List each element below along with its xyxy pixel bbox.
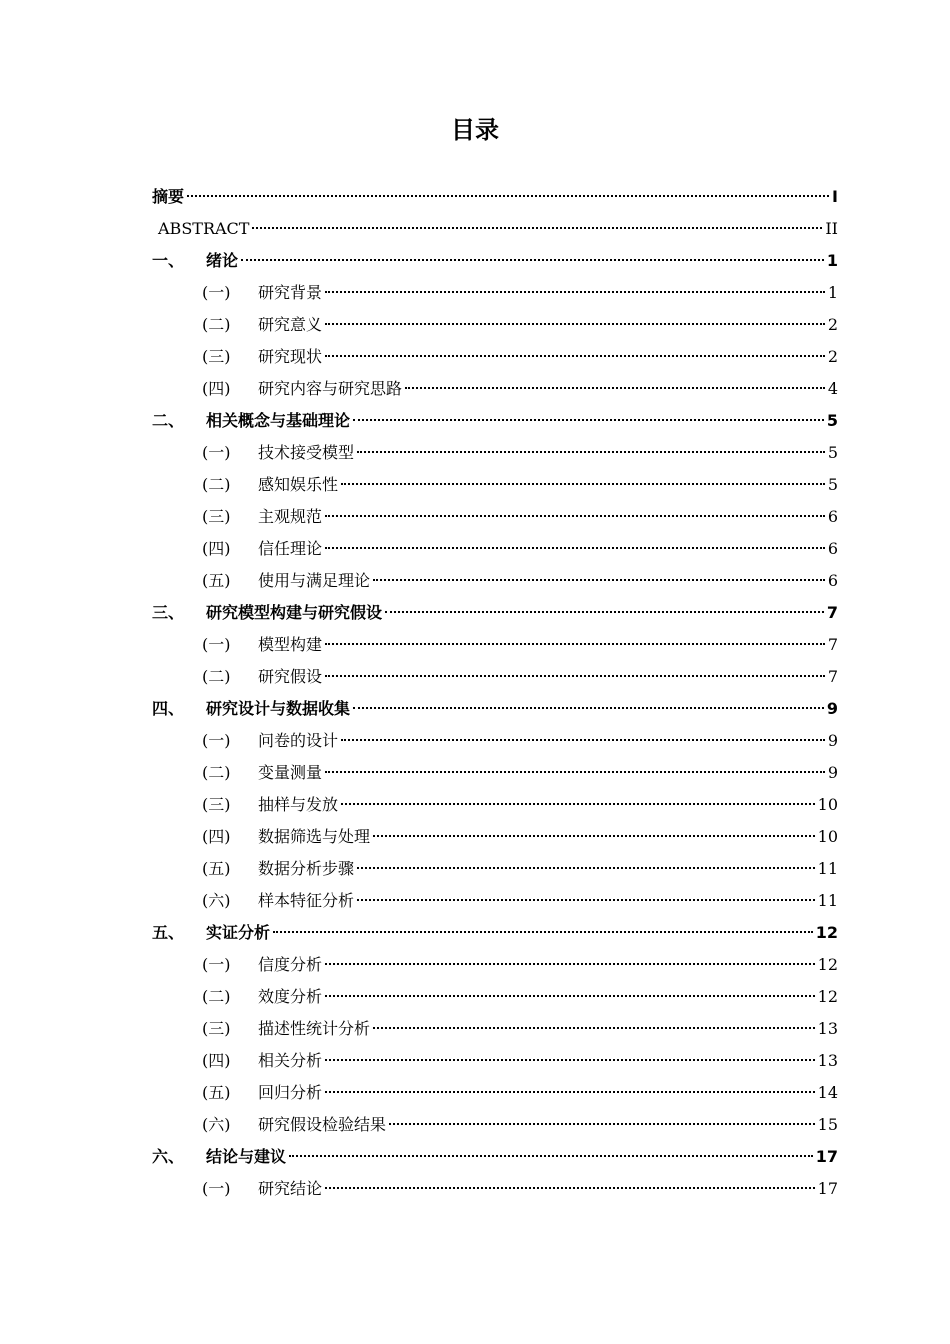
toc-entry-page-number: 6 <box>827 507 838 526</box>
dot-leader <box>373 835 815 837</box>
toc-entry-page-number: 2 <box>827 315 838 334</box>
toc-entry-label: 数据分析步骤 <box>258 859 355 878</box>
toc-entry-page-number: 17 <box>817 1179 838 1198</box>
toc-entry-page-number: 17 <box>815 1147 838 1166</box>
toc-entry-section[interactable] <box>152 1045 838 1077</box>
toc-entry-number: (二) <box>202 475 231 494</box>
toc-entry-chapter[interactable] <box>152 181 838 213</box>
toc-entry-label: 研究假设检验结果 <box>258 1115 387 1134</box>
toc-entry-label: 实证分析 <box>206 923 271 942</box>
dot-leader <box>389 1123 815 1125</box>
toc-entry-label: 信任理论 <box>258 539 323 558</box>
toc-entry-chapter[interactable] <box>152 917 838 949</box>
toc-entry-section[interactable] <box>152 1077 838 1109</box>
toc-entry-number: 六、 <box>152 1147 185 1166</box>
toc-entry-section[interactable] <box>152 501 838 533</box>
toc-entry-number: 二、 <box>152 411 185 430</box>
toc-entry-page-number: 2 <box>827 347 838 366</box>
toc-entry-section[interactable] <box>152 629 838 661</box>
toc-entry-number: (二) <box>202 315 231 334</box>
toc-entry-chapter[interactable] <box>152 213 838 245</box>
toc-entry-page-number: 1 <box>827 283 838 302</box>
toc-entry-label: 相关分析 <box>258 1051 323 1070</box>
dot-leader <box>273 931 813 933</box>
toc-entry-section[interactable] <box>152 309 838 341</box>
toc-entry-number: (二) <box>202 987 231 1006</box>
toc-entry-page-number: 11 <box>817 859 838 878</box>
toc-entry-label: 摘要 <box>152 187 185 206</box>
dot-leader <box>373 579 825 581</box>
toc-entry-page-number: 12 <box>817 987 838 1006</box>
toc-entry-label: 模型构建 <box>258 635 323 654</box>
toc-entry-label: 技术接受模型 <box>258 443 355 462</box>
toc-entry-label: 变量测量 <box>258 763 323 782</box>
toc-entry-page-number: 13 <box>817 1019 838 1038</box>
toc-entry-number: (一) <box>202 635 231 654</box>
toc-entry-label: 研究内容与研究思路 <box>258 379 403 398</box>
dot-leader <box>325 355 825 357</box>
dot-leader <box>325 963 815 965</box>
dot-leader <box>373 1027 815 1029</box>
toc-entry-number: 五、 <box>152 923 185 942</box>
toc-entry-label: 问卷的设计 <box>258 731 339 750</box>
toc-entry-number: (一) <box>202 443 231 462</box>
toc-entry-label: 样本特征分析 <box>258 891 355 910</box>
toc-entry-number: (五) <box>202 859 231 878</box>
toc-entry-label: 研究设计与数据收集 <box>206 699 351 718</box>
dot-leader <box>325 643 825 645</box>
toc-entry-label: 主观规范 <box>258 507 323 526</box>
toc-entry-section[interactable] <box>152 437 838 469</box>
toc-entry-page-number: II <box>825 219 838 238</box>
toc-entry-label: 描述性统计分析 <box>258 1019 371 1038</box>
toc-entry-page-number: 10 <box>817 795 838 814</box>
toc-entry-section[interactable] <box>152 821 838 853</box>
toc-entry-label: ABSTRACT <box>158 219 250 238</box>
toc-entry-number: (三) <box>202 795 231 814</box>
toc-entry-section[interactable] <box>152 1173 838 1205</box>
dot-leader <box>325 291 825 293</box>
toc-entry-label: 效度分析 <box>258 987 323 1006</box>
toc-entry-page-number: 12 <box>817 955 838 974</box>
toc-entry-page-number: 7 <box>827 635 838 654</box>
toc-entry-section[interactable] <box>152 1013 838 1045</box>
toc-entry-number: (三) <box>202 347 231 366</box>
toc-entry-section[interactable] <box>152 277 838 309</box>
toc-entry-number: (四) <box>202 379 231 398</box>
toc-entry-label: 研究结论 <box>258 1179 323 1198</box>
toc-entry-page-number: 9 <box>826 699 838 718</box>
toc-entry-page-number: 15 <box>817 1115 838 1134</box>
toc-entry-label: 研究现状 <box>258 347 323 366</box>
toc-entry-number: (二) <box>202 763 231 782</box>
toc-entry-number: (五) <box>202 571 231 590</box>
dot-leader <box>325 1059 815 1061</box>
toc-entry-section[interactable] <box>152 757 838 789</box>
dot-leader <box>353 419 824 421</box>
toc-entry-section[interactable] <box>152 949 838 981</box>
toc-entry-number: (五) <box>202 1083 231 1102</box>
toc-entry-section[interactable] <box>152 885 838 917</box>
toc-entry-label: 研究背景 <box>258 283 323 302</box>
dot-leader <box>325 675 825 677</box>
toc-entry-page-number: 5 <box>827 443 838 462</box>
toc-entry-label: 信度分析 <box>258 955 323 974</box>
toc-entry-chapter[interactable] <box>152 693 838 725</box>
toc-entry-label: 抽样与发放 <box>258 795 339 814</box>
dot-leader <box>341 483 825 485</box>
toc-entry-number: (四) <box>202 539 231 558</box>
toc-entry-chapter[interactable] <box>152 1141 838 1173</box>
toc-entry-number: (四) <box>202 1051 231 1070</box>
toc-entry-chapter[interactable] <box>152 597 838 629</box>
dot-leader <box>341 739 825 741</box>
toc-entry-number: (六) <box>202 1115 231 1134</box>
dot-leader <box>325 771 825 773</box>
page-title: 目录 <box>451 116 499 144</box>
toc-entry-page-number: 13 <box>817 1051 838 1070</box>
toc-entry-section[interactable] <box>152 341 838 373</box>
toc-entry-number: (二) <box>202 667 231 686</box>
toc-entry-number: (四) <box>202 827 231 846</box>
toc-entry-page-number: 9 <box>827 763 838 782</box>
dot-leader <box>357 451 825 453</box>
dot-leader <box>289 1155 813 1157</box>
dot-leader <box>325 515 825 517</box>
toc-entry-page-number: 7 <box>826 603 838 622</box>
toc-entry-number: (三) <box>202 1019 231 1038</box>
dot-leader <box>357 867 815 869</box>
toc-entry-page-number: 5 <box>827 475 838 494</box>
toc-entry-section[interactable] <box>152 565 838 597</box>
toc-entry-number: (一) <box>202 1179 231 1198</box>
toc-entry-section[interactable] <box>152 725 838 757</box>
toc-entry-section[interactable] <box>152 1109 838 1141</box>
toc-entry-page-number: I <box>832 187 838 206</box>
toc-entry-number: 一、 <box>152 251 185 270</box>
toc-entry-page-number: 7 <box>827 667 838 686</box>
toc-entry-section[interactable] <box>152 469 838 501</box>
toc-entry-section[interactable] <box>152 661 838 693</box>
toc-entry-label: 研究假设 <box>258 667 323 686</box>
toc-entry-page-number: 6 <box>827 571 838 590</box>
toc-entry-label: 绪论 <box>206 251 239 270</box>
toc-entry-section[interactable] <box>152 533 838 565</box>
toc-entry-label: 研究模型构建与研究假设 <box>206 603 383 622</box>
toc-entry-page-number: 14 <box>817 1083 838 1102</box>
toc-entry-chapter[interactable] <box>152 245 838 277</box>
dot-leader <box>325 995 815 997</box>
toc-entry-label: 使用与满足理论 <box>258 571 371 590</box>
dot-leader <box>357 899 815 901</box>
dot-leader <box>325 547 825 549</box>
toc-entry-label: 相关概念与基础理论 <box>206 411 351 430</box>
toc-entry-page-number: 1 <box>826 251 838 270</box>
toc-entry-page-number: 5 <box>826 411 838 430</box>
toc-entry-section[interactable] <box>152 373 838 405</box>
toc-entry-page-number: 9 <box>827 731 838 750</box>
toc-entry-page-number: 4 <box>827 379 838 398</box>
toc-entry-number: (一) <box>202 283 231 302</box>
dot-leader <box>252 227 822 229</box>
toc-entry-chapter[interactable] <box>152 405 838 437</box>
toc-entry-label: 回归分析 <box>258 1083 323 1102</box>
toc-entry-section[interactable] <box>152 853 838 885</box>
toc-entry-number: (六) <box>202 891 231 910</box>
dot-leader <box>325 1091 815 1093</box>
dot-leader <box>405 387 825 389</box>
toc-entry-number: (一) <box>202 955 231 974</box>
toc-entry-number: 三、 <box>152 603 185 622</box>
toc-entry-label: 结论与建议 <box>206 1147 287 1166</box>
toc-entry-number: (一) <box>202 731 231 750</box>
toc-entry-label: 感知娱乐性 <box>258 475 339 494</box>
toc-entry-label: 数据筛选与处理 <box>258 827 371 846</box>
toc-entry-number: (三) <box>202 507 231 526</box>
toc-entry-section[interactable] <box>152 981 838 1013</box>
dot-leader <box>341 803 815 805</box>
toc-entry-page-number: 11 <box>817 891 838 910</box>
toc-entry-label: 研究意义 <box>258 315 323 334</box>
table-of-contents <box>152 181 838 1205</box>
toc-entry-page-number: 6 <box>827 539 838 558</box>
toc-entry-page-number: 12 <box>815 923 838 942</box>
dot-leader <box>325 323 825 325</box>
dot-leader <box>325 1187 815 1189</box>
toc-entry-page-number: 10 <box>817 827 838 846</box>
dot-leader <box>187 195 829 197</box>
toc-entry-number: 四、 <box>152 699 185 718</box>
dot-leader <box>353 707 824 709</box>
dot-leader <box>241 259 824 261</box>
toc-entry-section[interactable] <box>152 789 838 821</box>
dot-leader <box>385 611 824 613</box>
